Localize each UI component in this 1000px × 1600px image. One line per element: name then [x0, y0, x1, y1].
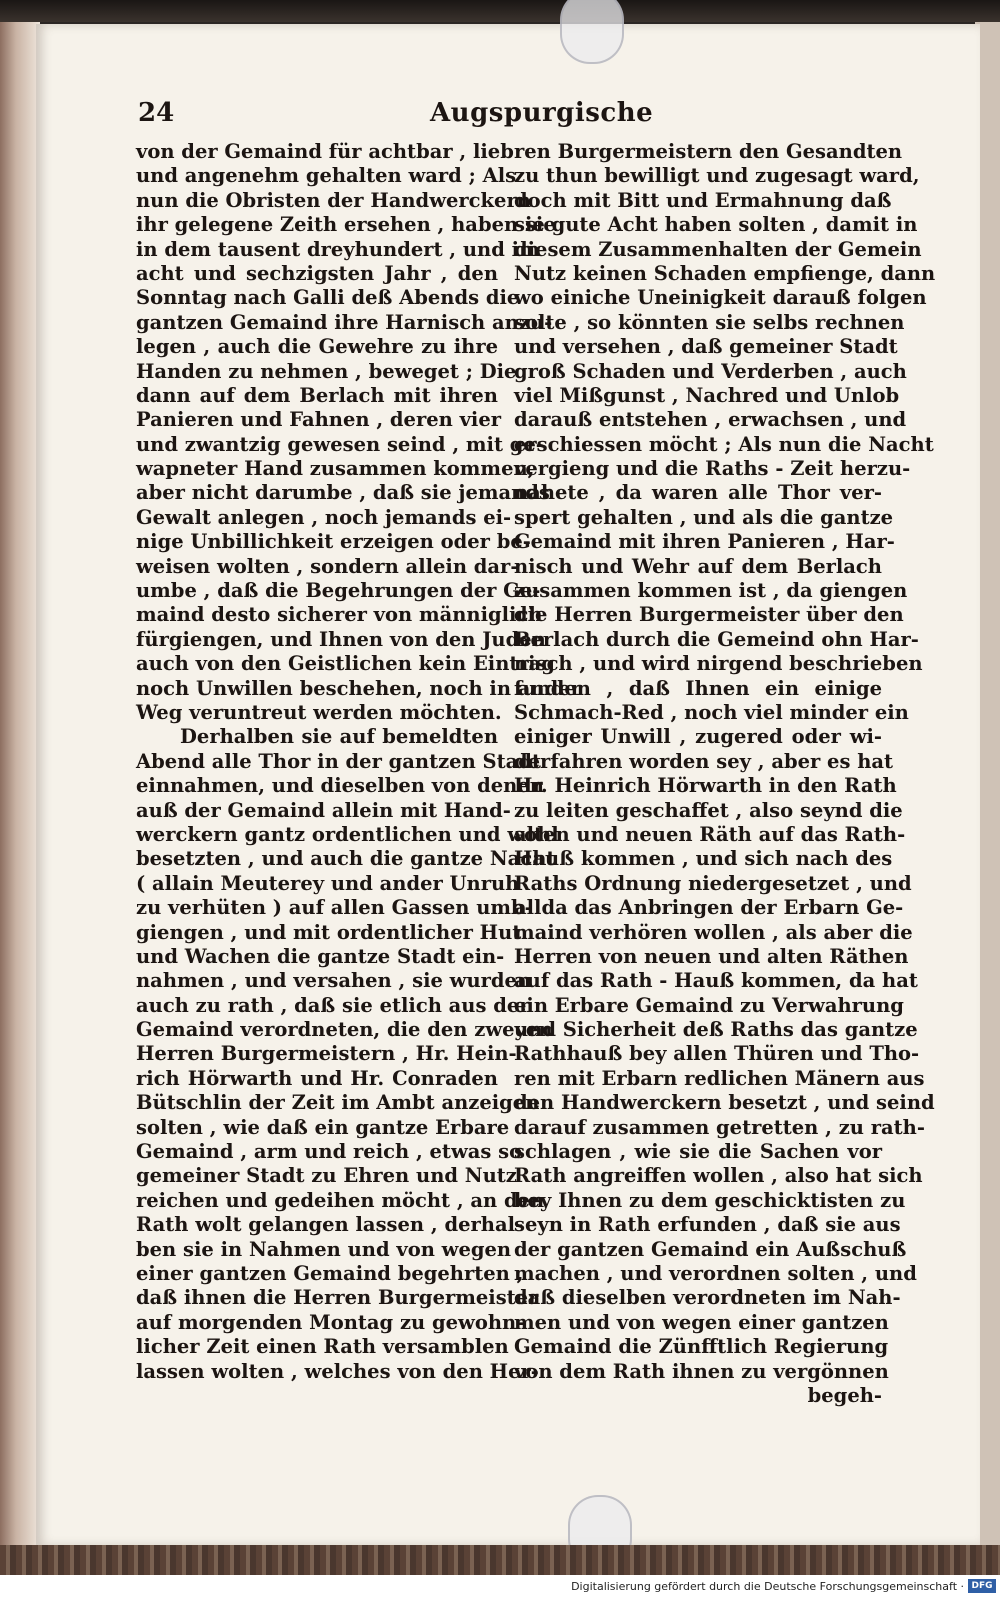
text-line: Gewalt anlegen , noch jemands ei-: [136, 505, 512, 529]
text-line: nige Unbillichkeit erzeigen oder be-: [136, 530, 531, 554]
text-line: nun die Obristen der Handwerckern: [136, 188, 531, 212]
text-line: viel Mißgunst , Nachred und Unlob: [514, 383, 900, 407]
text-line: maind verhören wollen , als aber die: [514, 920, 913, 944]
text-line: auch von den Geistlichen kein Eintrag: [136, 652, 555, 676]
digitization-footer: [0, 1575, 1000, 1600]
text-line: solte , so könnten sie selbs rechnen: [514, 310, 905, 334]
text-line: seyn in Rath erfunden , daß sie aus: [514, 1213, 901, 1237]
text-column-left: [136, 140, 581, 1384]
text-line: ren Burgermeistern den Gesandten: [514, 140, 903, 163]
text-line: den Handwerckern besetzt , und seind: [514, 1091, 935, 1115]
text-line: doch mit Bitt und Ermahnung daß: [514, 188, 892, 212]
text-line: auf das Rath - Hauß kommen, da hat: [514, 969, 918, 993]
text-line: bey Ihnen zu dem geschicktisten zu: [514, 1188, 906, 1212]
text-line: nahete , da waren alle Thor ver-: [514, 481, 882, 505]
scan-border-bottom: [0, 1545, 1000, 1575]
text-line: nahmen , und versahen , sie wurden: [136, 969, 532, 993]
text-line: Abend alle Thor in der gantzen Stadt: [136, 749, 541, 773]
text-line: auf morgenden Montag zu gewohn-: [136, 1310, 525, 1334]
footer-credit: Digitalisierung gefördert durch die Deutsche Forschungsgemeinschaft ·: [571, 1580, 964, 1593]
text-line: Handen zu nehmen , beweget ; Die: [136, 359, 517, 383]
text-line: Weg veruntreut werden möchten.: [136, 700, 502, 724]
text-line: allda das Anbringen der Erbarn Ge-: [514, 896, 904, 920]
text-line: Gemaind , arm und reich , etwas so: [136, 1140, 523, 1164]
page-number: 24: [138, 98, 175, 128]
page-clip-top: [560, 0, 624, 64]
page-header: [138, 98, 878, 138]
text-line: lassen wolten , welches von den Her-: [136, 1359, 539, 1383]
text-line: ein Erbare Gemaind zu Verwahrung: [514, 993, 904, 1017]
text-line: weisen wolten , sondern allein dar-: [136, 554, 519, 578]
text-line: men und von wegen einer gantzen: [514, 1310, 889, 1334]
text-line: machen , und verordnen solten , und: [514, 1261, 917, 1285]
text-line: licher Zeit einen Rath versamblen: [136, 1335, 509, 1359]
text-line: funden , daß Ihnen ein einige: [514, 676, 882, 700]
text-line: umbe , daß die Begehrungen der Ge-: [136, 579, 541, 603]
text-line: darauß entstehen , erwachsen , und: [514, 408, 907, 432]
text-line: und Sicherheit deß Raths das gantze: [514, 1018, 918, 1042]
text-line: Rath wolt gelangen lassen , derhal-: [136, 1213, 524, 1237]
text-line: und zwantzig gewesen seind , mit ge-: [136, 432, 544, 456]
text-line: vergieng und die Raths - Zeit herzu-: [514, 457, 911, 481]
scan-border-top: [0, 0, 1000, 22]
text-line: nisch , und wird nirgend beschrieben: [514, 652, 923, 676]
text-line: ben sie in Nahmen und von wegen: [136, 1237, 512, 1261]
text-line: derfahren worden sey , aber es hat: [514, 749, 894, 773]
text-line: Nutz keinen Schaden empfienge, dann: [514, 261, 936, 285]
text-line: und angenehm gehalten ward ; Als: [136, 164, 517, 188]
text-line: groß Schaden und Verderben , auch: [514, 359, 907, 383]
text-line: Gemaind mit ihren Panieren , Har-: [514, 530, 895, 554]
text-line: Rathhauß bey allen Thüren und Tho-: [514, 1042, 920, 1066]
text-line: und versehen , daß gemeiner Stadt: [514, 335, 898, 359]
text-line: in dem tausent dreyhundert , und im: [136, 237, 540, 261]
text-line: daß ihnen die Herren Burgermeister: [136, 1286, 539, 1310]
running-title: Augspurgische: [430, 98, 654, 128]
text-line: der gantzen Gemaind ein Außschuß: [514, 1237, 907, 1261]
catchword: begeh-: [807, 1383, 882, 1407]
book-left-edge: [0, 22, 40, 1545]
text-line: und Wachen die gantze Stadt ein-: [136, 944, 505, 968]
text-line: einnahmen, und dieselben von denen: [136, 774, 544, 798]
text-line: einiger Unwill , zugered oder wi-: [514, 725, 882, 749]
text-line: zu thun bewilligt und zugesagt ward,: [514, 164, 920, 188]
text-line: Panieren und Fahnen , deren vier: [136, 408, 502, 432]
text-line: alten und neuen Räth auf das Rath-: [514, 822, 906, 846]
text-line: Hr. Heinrich Hörwarth in den Rath: [514, 774, 897, 798]
text-line: auß der Gemaind allein mit Hand-: [136, 798, 511, 822]
text-line: fürgiengen, und Ihnen von den Juden: [136, 627, 546, 651]
text-line: erschiessen möcht ; Als nun die Nacht: [514, 432, 934, 456]
text-line: spert gehalten , und als die gantze: [514, 505, 894, 529]
text-line: Schmach-Red , noch viel minder ein: [514, 700, 909, 724]
text-line: reichen und gedeihen möcht , an den: [136, 1188, 545, 1212]
text-line: aber nicht darumbe , daß sie jemands: [136, 481, 550, 505]
text-line: rich Hörwarth und Hr. Conraden: [136, 1066, 498, 1090]
text-line: sie gute Acht haben solten , damit in: [514, 213, 918, 237]
text-line: darauf zusammen getretten , zu rath-: [514, 1115, 925, 1139]
text-line: zu verhüten ) auf allen Gassen umb-: [136, 896, 533, 920]
text-line: Herren Burgermeistern , Hr. Hein-: [136, 1042, 517, 1066]
text-line: von der Gemaind für achtbar , lieb: [136, 140, 514, 163]
text-line: dann auf dem Berlach mit ihren: [136, 383, 498, 407]
text-line: Hauß kommen , und sich nach des: [514, 847, 893, 871]
text-line: einer gantzen Gemaind begehrten ,: [136, 1261, 524, 1285]
text-line: Berlach durch die Gemeind ohn Har-: [514, 627, 919, 651]
text-line: acht und sechzigsten Jahr , den: [136, 261, 498, 285]
text-line: legen , auch die Gewehre zu ihre: [136, 335, 498, 359]
text-column-right: [514, 140, 936, 1408]
dfg-logo: DFG: [968, 1579, 996, 1593]
text-line: Bütschlin der Zeit im Ambt anzeigen: [136, 1091, 540, 1115]
text-line: schlagen , wie sie die Sachen vor: [514, 1140, 882, 1164]
text-line: giengen , und mit ordentlicher Hut: [136, 920, 522, 944]
text-line: solten , wie daß ein gantze Erbare: [136, 1115, 510, 1139]
text-line: ihr gelegene Zeith ersehen , haben sie: [136, 213, 556, 237]
text-line: maind desto sicherer von männiglich: [136, 603, 543, 627]
text-line: ren mit Erbarn redlichen Mänern aus: [514, 1066, 925, 1090]
text-line: auch zu rath , daß sie etlich aus der: [136, 993, 530, 1017]
text-line: zusammen kommen ist , da giengen: [514, 579, 908, 603]
text-line: Raths Ordnung niedergesetzet , und: [514, 871, 912, 895]
text-line: gantzen Gemaind ihre Harnisch anzu-: [136, 310, 553, 334]
text-line: Herren von neuen und alten Räthen: [514, 944, 909, 968]
text-line: Gemaind die Zünfftlich Regierung: [514, 1335, 889, 1359]
text-line: noch Unwillen beschehen, noch in ander: [136, 676, 581, 700]
text-line: Derhalben sie auf bemeldten: [180, 725, 498, 749]
text-line: Rath angreiffen wollen , also hat sich: [514, 1164, 923, 1188]
text-line: werckern gantz ordentlichen und wohl: [136, 822, 559, 846]
text-line: zu leiten geschaffet , also seynd die: [514, 798, 903, 822]
text-line: besetzten , und auch die gantze Nacht: [136, 847, 556, 871]
text-line: diesem Zusammenhalten der Gemein: [514, 237, 922, 261]
text-line: Sonntag nach Galli deß Abends die: [136, 286, 520, 310]
text-line: nisch und Wehr auf dem Berlach: [514, 554, 882, 578]
text-line: gemeiner Stadt zu Ehren und Nutz: [136, 1164, 517, 1188]
text-line: wapneter Hand zusammen kommen,: [136, 457, 535, 481]
text-line: wo einiche Uneinigkeit darauß folgen: [514, 286, 927, 310]
text-line: daß dieselben verordneten im Nah-: [514, 1286, 901, 1310]
text-line: die Herren Burgermeister über den: [514, 603, 904, 627]
text-line: ( allain Meuterey und ander Unruh: [136, 871, 520, 895]
text-line: Gemaind verordneten, die den zweyen: [136, 1018, 553, 1042]
text-line: von dem Rath ihnen zu vergönnen: [514, 1359, 889, 1383]
